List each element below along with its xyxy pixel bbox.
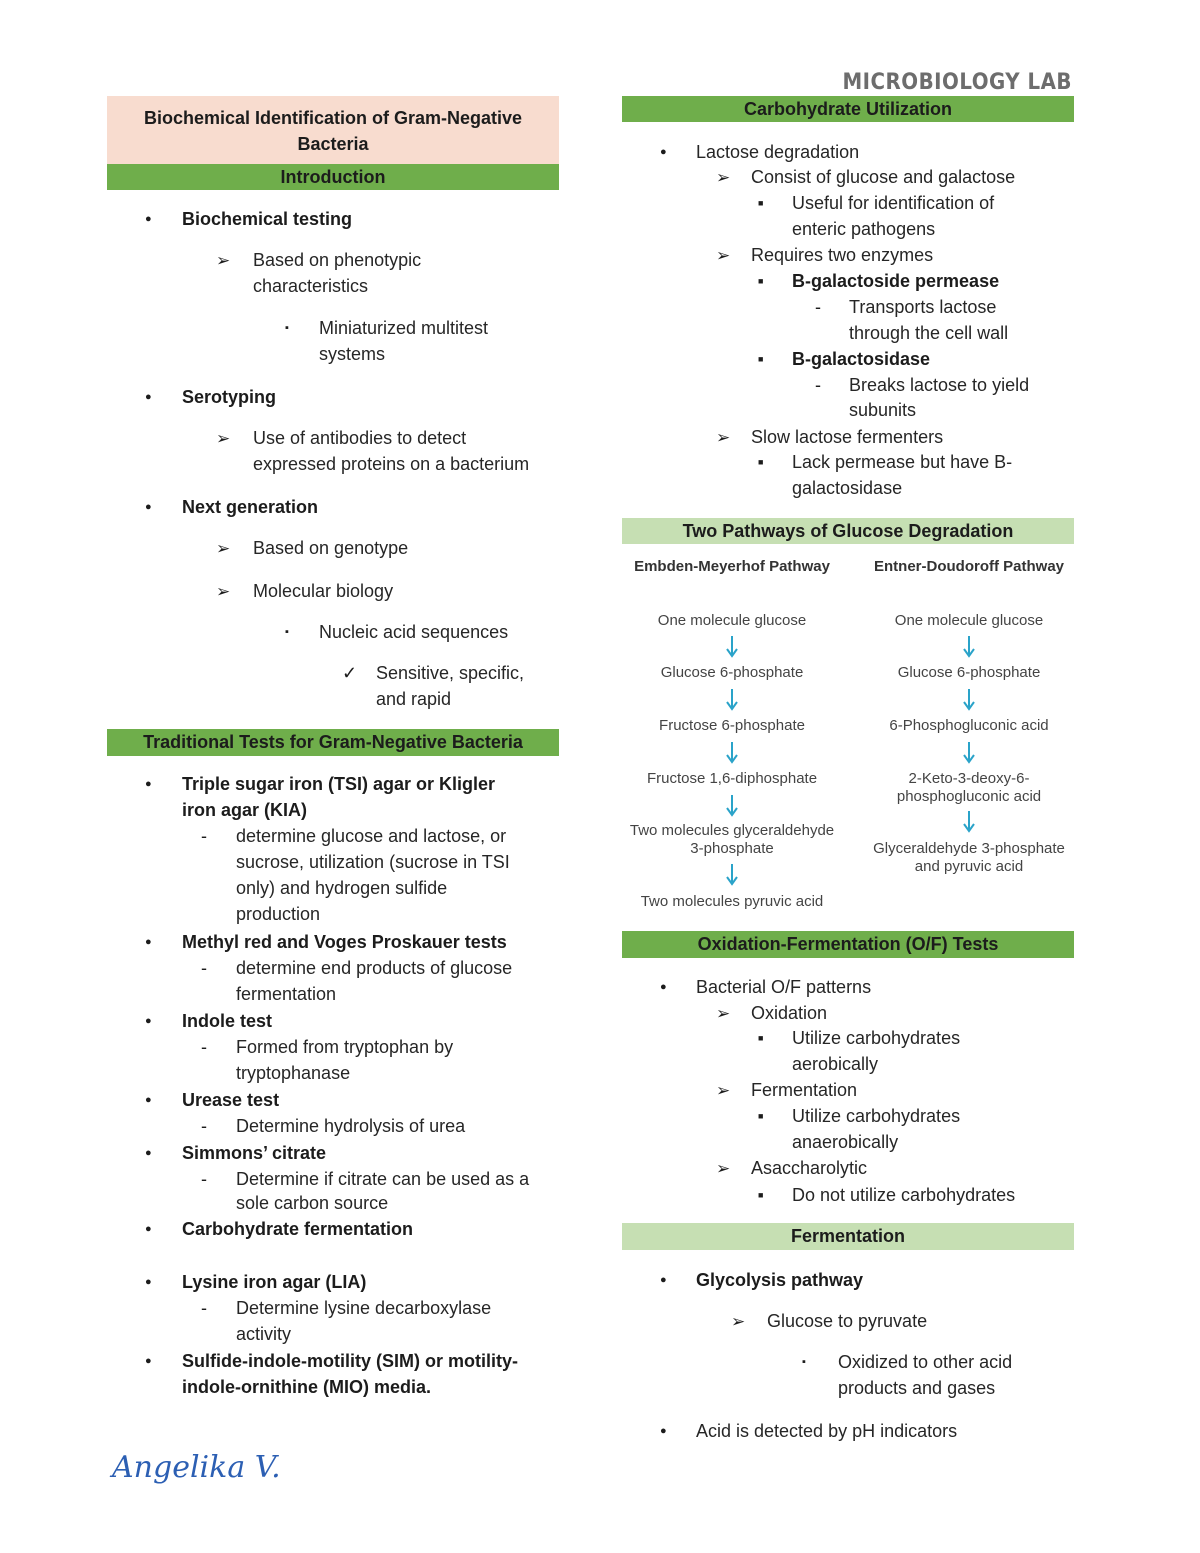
- section-header-carbohydrate-utilization: Carbohydrate Utilization: [622, 96, 1074, 122]
- check-icon: [342, 660, 357, 686]
- arrow-bullet-icon: [716, 1155, 730, 1182]
- ed-step: Glucose 6-phosphate: [897, 664, 1041, 681]
- list-item: Breaks lactose to yield: [849, 375, 1030, 395]
- ed-step-line: and pyruvic acid: [914, 858, 1024, 875]
- title-line-2: Bacteria: [297, 134, 369, 154]
- bullet-icon: [660, 974, 667, 1003]
- em-step-line: Two molecules glyceraldehyde: [629, 822, 835, 839]
- ed-step: [859, 770, 1079, 806]
- list-item: Determine if citrate can be used as a: [236, 1169, 530, 1189]
- brand-title: MICROBIOLOGY LAB: [842, 70, 1072, 95]
- list-item: Glucose to pyruvate: [767, 1311, 928, 1331]
- list-item: production: [236, 904, 321, 924]
- test-carbohydrate-fermentation: Carbohydrate fermentation: [182, 1219, 414, 1239]
- list-item: Lactose degradation: [696, 142, 860, 162]
- arrow-bullet-icon: [716, 1000, 730, 1027]
- ed-step-line: Glyceraldehyde 3-phosphate: [873, 840, 1065, 857]
- section-header-glucose-pathways: Two Pathways of Glucose Degradation: [622, 518, 1074, 544]
- dash-bullet-icon: [815, 294, 821, 320]
- list-item: B-galactoside permease: [792, 271, 1000, 291]
- ed-step-line: phosphogluconic acid: [896, 788, 1042, 805]
- dash-bullet-icon: [201, 1166, 207, 1192]
- list-item: Determine lysine decarboxylase: [236, 1298, 492, 1318]
- list-item: Oxidized to other acid: [838, 1352, 1013, 1372]
- arrow-bullet-icon: [716, 242, 730, 269]
- list-item: Based on phenotypic: [253, 250, 422, 270]
- list-item: Nucleic acid sequences: [319, 622, 509, 642]
- bullet-icon: [145, 1269, 152, 1298]
- square-bullet-icon: [758, 1182, 763, 1211]
- list-item: Utilize carbohydrates: [792, 1106, 961, 1126]
- list-item: Acid is detected by pH indicators: [696, 1421, 958, 1441]
- square-bullet-icon: [758, 268, 763, 297]
- bullet-icon: [660, 1267, 667, 1296]
- arrow-bullet-icon: [731, 1308, 745, 1335]
- square-bullet-icon: [285, 619, 289, 648]
- intro-serotyping: Serotyping: [182, 387, 277, 407]
- list-item: Slow lactose fermenters: [751, 427, 944, 447]
- bullet-icon: [145, 771, 152, 800]
- bullet-icon: [145, 929, 152, 958]
- arrow-bullet-icon: [716, 164, 730, 191]
- list-item: Do not utilize carbohydrates: [792, 1185, 1016, 1205]
- test-sim: Sulfide-indole-motility (SIM) or motility-: [182, 1351, 518, 1371]
- section-header-traditional-tests: Traditional Tests for Gram-Negative Bacteria: [107, 729, 559, 756]
- list-item: galactosidase: [792, 478, 903, 498]
- bullet-icon: [145, 206, 152, 235]
- embden-meyerhof-title: Embden-Meyerhof Pathway: [634, 558, 830, 575]
- test-indole: Indole test: [182, 1011, 273, 1031]
- list-item: Determine hydrolysis of urea: [236, 1116, 466, 1136]
- bullet-icon: [145, 1087, 152, 1116]
- dash-bullet-icon: [201, 1295, 207, 1321]
- arrow-bullet-icon: [216, 578, 230, 605]
- square-bullet-icon: [758, 346, 763, 375]
- em-step: Two molecules pyruvic acid: [640, 893, 824, 910]
- bullet-icon: [145, 1348, 152, 1377]
- square-bullet-icon: [285, 315, 289, 344]
- intro-biochemical-testing: Biochemical testing: [182, 209, 353, 229]
- down-arrow-icon: [962, 636, 976, 658]
- em-step-line: 3-phosphate: [690, 840, 774, 857]
- list-item: Formed from tryptophan by: [236, 1037, 454, 1057]
- test-citrate: Simmons’ citrate: [182, 1143, 327, 1163]
- document-title: [107, 96, 559, 164]
- list-item: Glycolysis pathway: [696, 1270, 864, 1290]
- bullet-icon: [660, 139, 667, 168]
- square-bullet-icon: [758, 190, 763, 219]
- bullet-icon: [145, 1216, 152, 1245]
- list-item: Bacterial O/F patterns: [696, 977, 872, 997]
- list-item: Sensitive, specific,: [376, 663, 525, 683]
- test-tsi: Triple sugar iron (TSI) agar or Kligler: [182, 774, 496, 794]
- square-bullet-icon: [758, 1103, 763, 1132]
- list-item: Oxidation: [751, 1003, 828, 1023]
- section-header-introduction: Introduction: [107, 164, 559, 190]
- list-item: sucrose, utilization (sucrose in TSI: [236, 852, 510, 872]
- list-item: Useful for identification of: [792, 193, 995, 213]
- list-item: anaerobically: [792, 1132, 899, 1152]
- bullet-icon: [145, 384, 152, 413]
- list-item: B-galactosidase: [792, 349, 931, 369]
- list-item: fermentation: [236, 984, 337, 1004]
- down-arrow-icon: [725, 742, 739, 764]
- signature: Angelika V.: [112, 1450, 281, 1485]
- down-arrow-icon: [962, 689, 976, 711]
- em-step: One molecule glucose: [657, 612, 807, 629]
- dash-bullet-icon: [815, 372, 821, 398]
- list-item: Molecular biology: [253, 581, 394, 601]
- ed-step: [849, 840, 1089, 876]
- list-item: Based on genotype: [253, 538, 409, 558]
- section-header-fermentation: Fermentation: [622, 1223, 1074, 1250]
- bullet-icon: [145, 1008, 152, 1037]
- arrow-bullet-icon: [216, 247, 230, 274]
- list-item: activity: [236, 1324, 292, 1344]
- em-step: Fructose 6-phosphate: [659, 717, 805, 734]
- dash-bullet-icon: [201, 1034, 207, 1060]
- ed-step: 6-Phosphogluconic acid: [889, 717, 1049, 734]
- list-item: Asaccharolytic: [751, 1158, 868, 1178]
- bullet-icon: [145, 494, 152, 523]
- dash-bullet-icon: [201, 955, 207, 981]
- list-item: determine end products of glucose: [236, 958, 513, 978]
- square-bullet-icon: [758, 449, 763, 478]
- list-item: Use of antibodies to detect: [253, 428, 467, 448]
- list-item: characteristics: [253, 276, 369, 296]
- arrow-bullet-icon: [716, 424, 730, 451]
- list-item: enteric pathogens: [792, 219, 936, 239]
- entner-doudoroff-title: Entner-Doudoroff Pathway: [874, 558, 1064, 575]
- intro-next-generation: Next generation: [182, 497, 319, 517]
- bullet-icon: [660, 1418, 667, 1447]
- down-arrow-icon: [725, 636, 739, 658]
- test-lia: Lysine iron agar (LIA): [182, 1272, 367, 1292]
- list-item: aerobically: [792, 1054, 879, 1074]
- ed-step-line: 2-Keto-3-deoxy-6-: [908, 770, 1030, 787]
- square-bullet-icon: [758, 1025, 763, 1054]
- test-methyl-red: Methyl red and Voges Proskauer tests: [182, 932, 507, 952]
- list-item: Utilize carbohydrates: [792, 1028, 961, 1048]
- list-item: Lack permease but have B-: [792, 452, 1013, 472]
- down-arrow-icon: [725, 795, 739, 817]
- title-line-1: Biochemical Identification of Gram-Negative: [143, 108, 523, 128]
- list-item: systems: [319, 344, 386, 364]
- list-item: through the cell wall: [849, 323, 1009, 343]
- list-item: Transports lactose: [849, 297, 997, 317]
- test-sim-cont: indole-ornithine (MIO) media.: [182, 1377, 431, 1397]
- down-arrow-icon: [725, 864, 739, 886]
- dash-bullet-icon: [201, 823, 207, 849]
- test-tsi-cont: iron agar (KIA): [182, 800, 308, 820]
- dash-bullet-icon: [201, 1113, 207, 1139]
- list-item: expressed proteins on a bacterium: [253, 454, 530, 474]
- section-header-of-tests: Oxidation-Fermentation (O/F) Tests: [622, 931, 1074, 958]
- square-bullet-icon: [802, 1349, 806, 1378]
- list-item: only) and hydrogen sulfide: [236, 878, 448, 898]
- arrow-bullet-icon: [716, 1077, 730, 1104]
- bullet-icon: [145, 1140, 152, 1169]
- list-item: sole carbon source: [236, 1193, 389, 1213]
- list-item: Miniaturized multitest: [319, 318, 489, 338]
- list-item: Fermentation: [751, 1080, 858, 1100]
- down-arrow-icon: [725, 689, 739, 711]
- em-step: Fructose 1,6-diphosphate: [646, 770, 818, 787]
- em-step: Glucose 6-phosphate: [660, 664, 804, 681]
- list-item: subunits: [849, 400, 917, 420]
- ed-step: One molecule glucose: [894, 612, 1044, 629]
- down-arrow-icon: [962, 742, 976, 764]
- down-arrow-icon: [962, 811, 976, 833]
- arrow-bullet-icon: [216, 425, 230, 452]
- list-item: and rapid: [376, 689, 452, 709]
- list-item: Consist of glucose and galactose: [751, 167, 1016, 187]
- arrow-bullet-icon: [216, 535, 230, 562]
- list-item: products and gases: [838, 1378, 996, 1398]
- test-urease: Urease test: [182, 1090, 280, 1110]
- list-item: Requires two enzymes: [751, 245, 934, 265]
- list-item: determine glucose and lactose, or: [236, 826, 507, 846]
- em-step: [612, 822, 852, 858]
- list-item: tryptophanase: [236, 1063, 351, 1083]
